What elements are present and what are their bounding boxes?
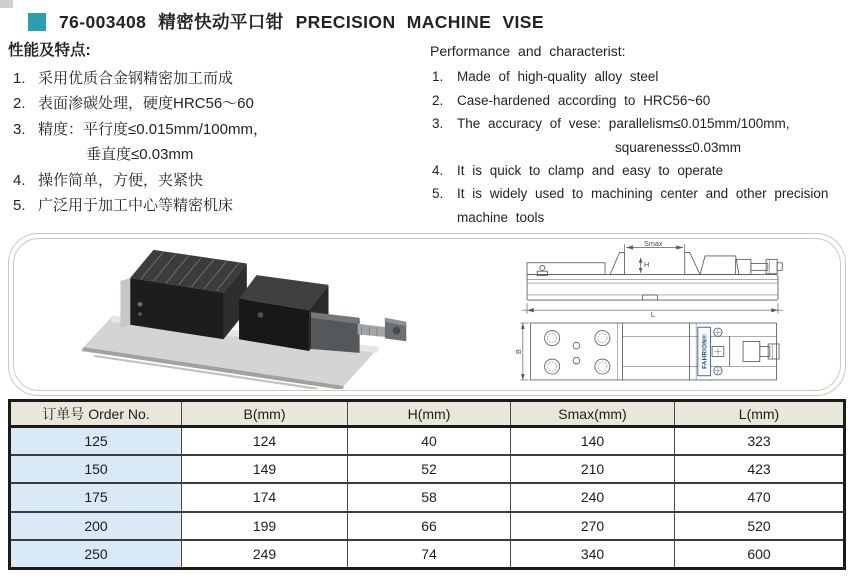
col-header-h: H(mm) — [348, 401, 511, 427]
spec-table — [8, 399, 846, 570]
cell-order-no: 250 — [10, 540, 182, 568]
cell-smax: 340 — [511, 540, 675, 568]
list-item: 1. 采用优质合金钢精密加工而成 — [13, 69, 234, 87]
list-item: 3. 精度：平行度≤0.015mm/100mm， 垂直度≤0.03mm — [13, 120, 268, 163]
dim-label-l: L — [650, 310, 655, 317]
list-item: 2. Case-hardened according to HRC56~60 — [432, 92, 711, 108]
cell-h: 66 — [348, 512, 511, 540]
list-item: 1. Made of high-quality alloy steel — [432, 69, 659, 85]
list-item: 4. It is quick to clamp and easy to operate — [432, 163, 724, 179]
table-row — [10, 512, 845, 540]
drawing-top-view — [496, 318, 826, 390]
cell-b: 149 — [182, 455, 348, 483]
cell-smax: 270 — [511, 512, 675, 540]
cell-l: 323 — [675, 427, 845, 455]
page-header — [28, 9, 544, 34]
table-row — [10, 483, 845, 511]
table-header-row — [10, 401, 845, 427]
features-cn-heading: 性能及特点: — [8, 42, 91, 59]
cell-h: 58 — [348, 483, 511, 511]
cell-h: 40 — [348, 427, 511, 455]
cell-order-no: 200 — [10, 512, 182, 540]
features-english — [430, 40, 850, 229]
cell-l: 470 — [675, 483, 845, 511]
product-title-cn: 精密快动平口钳 — [158, 12, 284, 32]
features-chinese — [8, 38, 413, 219]
scan-artifact — [0, 0, 13, 8]
list-item: 5. It is widely used to machining center and other precision machine tools — [432, 186, 829, 225]
cell-b: 124 — [182, 427, 348, 455]
accent-square-bullet — [28, 13, 46, 31]
col-header-b: B(mm) — [182, 401, 348, 427]
dim-label-smax: Smax — [644, 239, 663, 248]
cell-h: 52 — [348, 455, 511, 483]
col-header-smax: Smax(mm) — [511, 401, 675, 427]
col-header-order-no: 订单号 Order No. — [10, 401, 182, 427]
cell-smax: 240 — [511, 483, 675, 511]
cell-b: 249 — [182, 540, 348, 568]
product-photo-vise — [66, 241, 416, 389]
product-title-en: PRECISION MACHINE VISE — [295, 12, 544, 32]
list-item: 4. 操作简单，方便，夹紧快 — [13, 171, 204, 189]
cell-b: 174 — [182, 483, 348, 511]
technical-drawings — [496, 239, 826, 390]
cell-order-no: 125 — [10, 427, 182, 455]
cell-smax: 210 — [511, 455, 675, 483]
cell-smax: 140 — [511, 427, 675, 455]
list-item: 2. 表面渗碳处理，硬度HRC56～60 — [13, 95, 254, 112]
cell-h: 74 — [348, 540, 511, 568]
table-row — [10, 427, 845, 455]
product-panel — [8, 233, 846, 396]
cell-l: 600 — [675, 540, 845, 568]
product-panel-inner — [13, 238, 841, 391]
cell-l: 520 — [675, 512, 845, 540]
product-code: 76-003408 — [59, 12, 147, 32]
features-en-heading: Performance and characterist: — [430, 43, 626, 59]
dim-label-h: H — [644, 259, 650, 269]
drawing-side-view — [496, 239, 826, 317]
list-item: 3. The accuracy of vese: parallelism≤0.015mm/100mm, squareness≤0.03mm — [432, 116, 790, 155]
cell-b: 199 — [182, 512, 348, 540]
page-title — [59, 9, 544, 34]
list-item: 5. 广泛用于加工中心等精密机床 — [13, 197, 234, 214]
table-row — [10, 540, 845, 568]
cell-l: 423 — [675, 455, 845, 483]
brand-label: FAHRION® — [701, 334, 709, 369]
cell-order-no: 175 — [10, 483, 182, 511]
dim-label-b: B — [515, 349, 524, 354]
col-header-l: L(mm) — [675, 401, 845, 427]
table-row — [10, 455, 845, 483]
cell-order-no: 150 — [10, 455, 182, 483]
